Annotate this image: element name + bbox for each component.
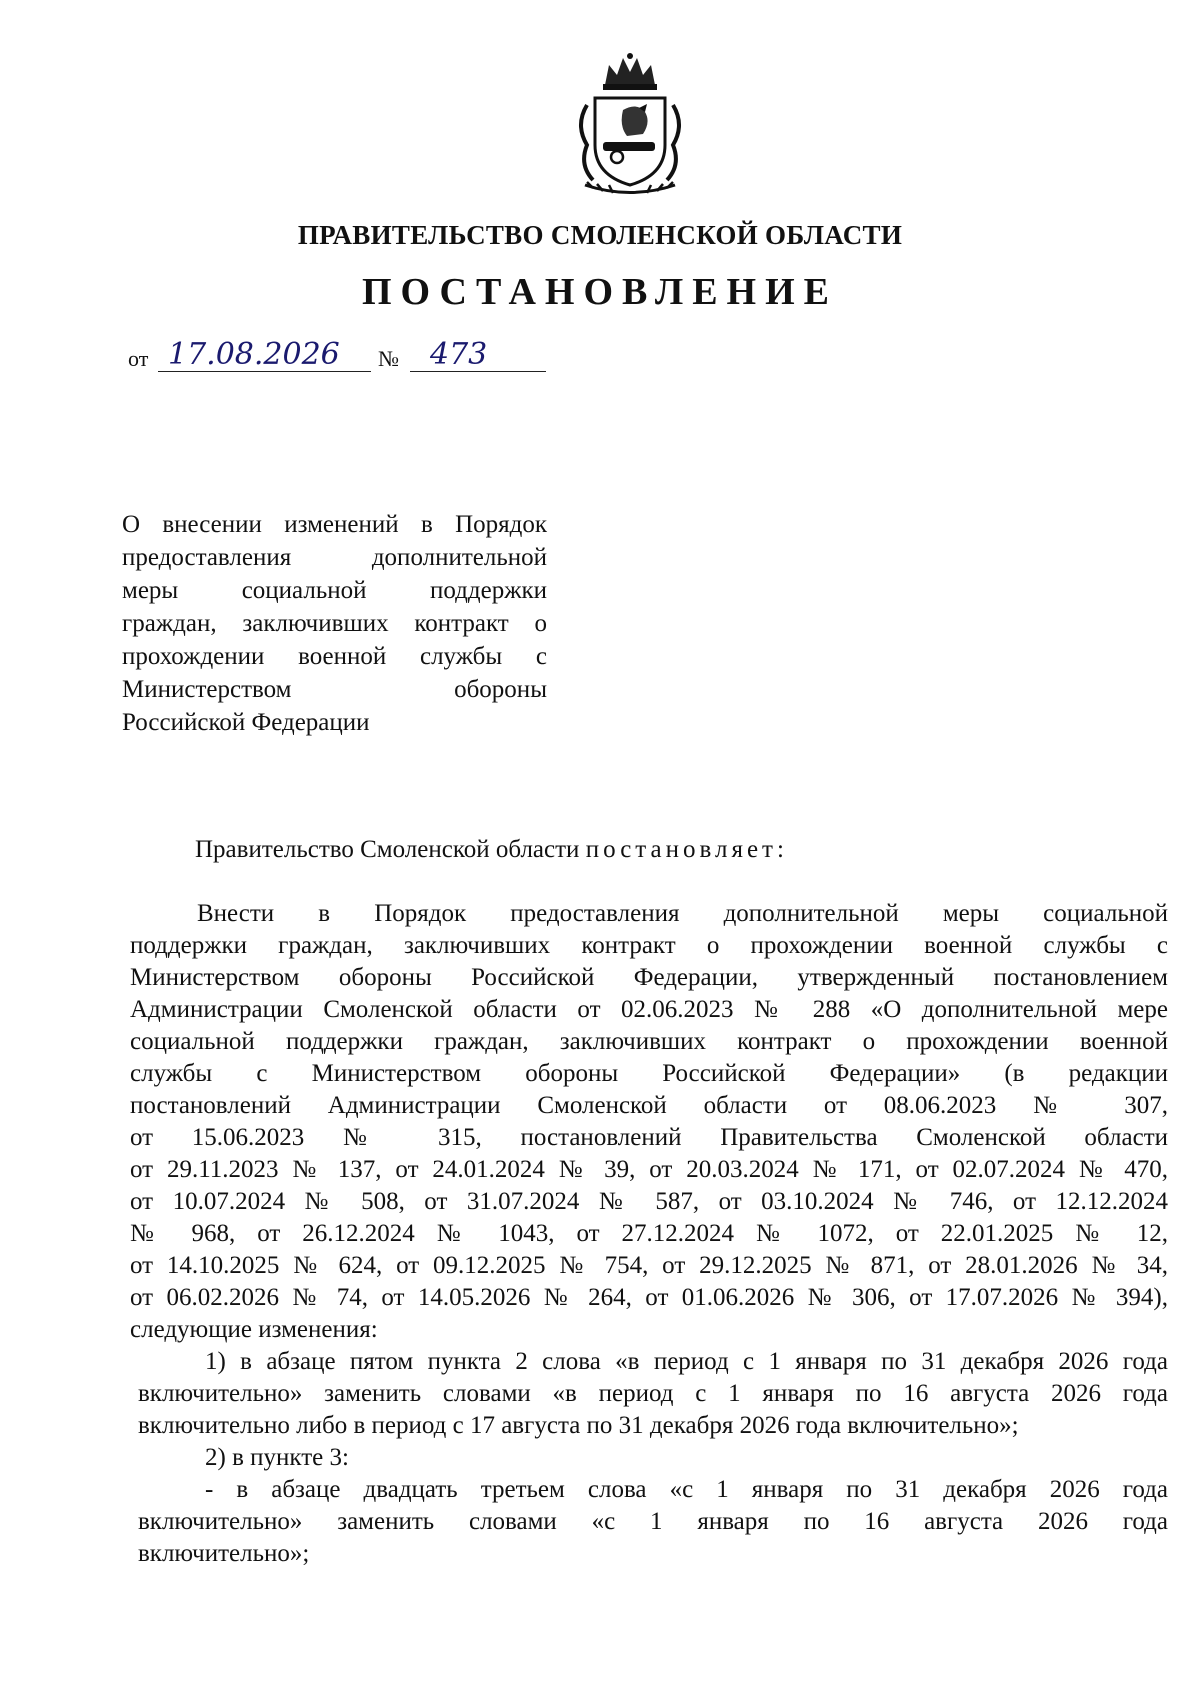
body-line: от 14.10.2025 № 624, от 09.12.2025 № 754, от 29.12.2025 № 871, от 28.01.2026 № 34, [130,1252,1168,1279]
body-line: поддержки граждан, заключивших контракт о прохождении военной службы с [130,932,1168,959]
body-line: социальной поддержки граждан, заключивших контракт о прохождении военной [130,1028,1168,1055]
date-number-line [128,338,568,378]
item1-line: включительно» заменить словами «в период с 1 января по 16 августа 2026 года [138,1380,1168,1407]
item1-line: 1) в абзаце пятом пункта 2 слова «в период с 1 января по 31 декабря 2026 года [205,1348,1168,1375]
subject-line: Российской Федерации [122,709,370,736]
body-line: № 968, от 26.12.2024 № 1043, от 27.12.2024 № 1072, от 22.01.2025 № 12, [130,1220,1168,1247]
item2-sub-line: - в абзаце двадцать третьем слова «с 1 января по 31 декабря 2026 года [205,1476,1168,1503]
decree-intro-text: Правительство Смоленской области [195,836,580,863]
item2-sub-line: включительно»; [138,1540,310,1567]
date-prefix: от [128,346,149,371]
item2-heading: 2) в пункте 3: [205,1444,349,1471]
body-line: службы с Министерством обороны Российской Федерации» (в редакции [130,1060,1168,1087]
issuing-authority: ПРАВИТЕЛЬСТВО СМОЛЕНСКОЙ ОБЛАСТИ [297,220,903,250]
subject-line: Министерством обороны [122,676,547,703]
body-line: Министерством обороны Российской Федерации, утвержденный постановлением [130,964,1168,991]
decree-verb: постановляет: [585,836,788,863]
body-line: от 10.07.2024 № 508, от 31.07.2024 № 587, от 03.10.2024 № 746, от 12.12.2024 [130,1188,1168,1215]
body-line: от 15.06.2023 № 315, постановлений Правительства Смоленской области [130,1124,1168,1151]
subject-line: прохождении военной службы с [122,643,547,670]
body-line: следующие изменения: [130,1316,378,1343]
subject-line: О внесении изменений в Порядок [122,511,547,538]
subject-line: граждан, заключивших контракт о [122,610,547,637]
decree-intro [195,836,788,864]
item2-sub-line: включительно» заменить словами «с 1 января по 16 августа 2026 года [138,1508,1168,1535]
amendment-item-1 [138,1346,1168,1442]
number-prefix: № [378,346,399,371]
handwritten-number: 473 [410,338,546,372]
body-line: Администрации Смоленской области от 02.06.2023 № 288 «О дополнительной мере [130,996,1168,1023]
body-line: от 29.11.2023 № 137, от 24.01.2024 № 39, от 20.03.2024 № 171, от 02.07.2024 № 470, [130,1156,1168,1183]
amendment-item-2 [138,1442,1168,1570]
document-type-title: ПОСТАНОВЛЕНИЕ [361,271,839,313]
document-body [130,898,1168,1570]
subject-line: предоставления дополнительной [122,544,547,571]
document-subject [122,508,547,739]
item1-line: включительно либо в период с 17 августа по 31 декабря 2026 года включительно»; [138,1412,1019,1439]
smolensk-coat-of-arms-emblem [565,50,695,200]
body-line: постановлений Администрации Смоленской области от 08.06.2023 № 307, [130,1092,1168,1119]
handwritten-date: 17.08.2026 [158,338,371,372]
subject-line: меры социальной поддержки [122,577,547,604]
body-line: от 06.02.2026 № 74, от 14.05.2026 № 264, от 01.06.2026 № 306, от 17.07.2026 № 394), [130,1284,1168,1311]
body-line: Внести в Порядок предоставления дополнительной меры социальной [197,900,1168,927]
